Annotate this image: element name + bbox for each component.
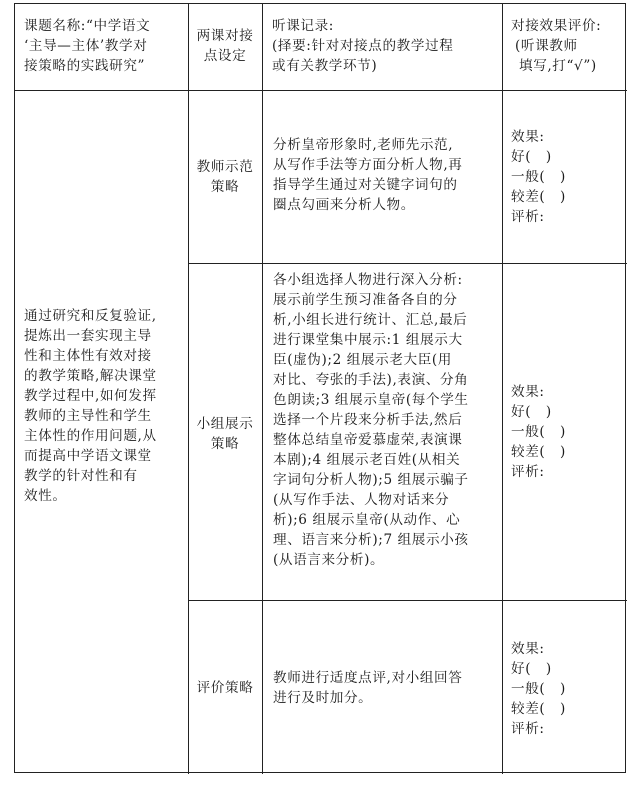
row-divider-1: [188, 263, 627, 264]
col-divider-3: [502, 4, 503, 774]
effect-good: 好( ): [511, 404, 552, 420]
record-group-show: [273, 270, 469, 570]
col-divider-1: [188, 4, 189, 774]
record-line: 圈点勾画来分析人物。: [273, 197, 415, 213]
topic-line: 课题名称:“中学语文: [24, 18, 151, 34]
record-line: 各小组选择人物进行深入分析:: [273, 272, 463, 288]
goal-line: 效性。: [24, 488, 67, 504]
research-goal: [24, 306, 157, 506]
effect-analysis: 评析:: [511, 209, 545, 225]
effect-teacher-demo: [511, 127, 566, 227]
goal-line: 性和主体性有效对接: [24, 348, 152, 364]
evaluation-header-line: 对接效果评价:: [511, 18, 602, 34]
record-line: 指导学生通过对关键字词句的: [273, 177, 458, 193]
record-header-line: 听课记录:: [272, 18, 334, 34]
effect-good: 好( ): [511, 661, 552, 677]
strategy-evaluation: [188, 678, 262, 698]
record-line: 进行及时加分。: [273, 690, 373, 706]
goal-line: 提炼出一套实现主导: [24, 328, 152, 344]
topic-line: 接策略的实践研究”: [24, 58, 146, 74]
record-line: 析);6 组展示皇帝(从动作、心: [273, 512, 461, 528]
effect-good: 好( ): [511, 149, 552, 165]
goal-line: 通过研究和反复验证,: [24, 308, 157, 324]
header-divider: [15, 90, 627, 91]
record-line: 理、语言来分析);7 组展示小孩: [273, 532, 469, 548]
effect-group-show: [511, 382, 566, 482]
strategy-group-show: [188, 414, 262, 454]
record-line: (从语言来分析)。: [273, 552, 385, 568]
docking-line: 点设定: [203, 48, 247, 64]
record-header-line: (择要:针对对接点的教学过程: [272, 38, 454, 54]
row-divider-2: [188, 600, 627, 601]
effect-label: 效果:: [511, 384, 545, 400]
evaluation-header: [511, 16, 601, 76]
record-header-line: 或有关教学环节): [272, 58, 378, 74]
record-line: 分析皇帝形象时,老师先示范,: [273, 137, 454, 153]
strategy-line: 评价策略: [196, 680, 254, 696]
record-line: 对比、夸张的手法),表演、分角: [273, 372, 469, 388]
topic-line: ‘主导—主体’教学对: [24, 38, 148, 54]
effect-evaluation: [511, 639, 566, 739]
goal-line: 主体性的作用问题,从: [24, 428, 157, 444]
goal-line: 教学的针对性和有: [24, 468, 138, 484]
record-line: 析,小组长进行统计、汇总,最后: [273, 312, 468, 328]
evaluation-header-line: 填写,打“√”): [519, 58, 597, 74]
col-divider-2: [262, 4, 263, 774]
effect-label: 效果:: [511, 641, 545, 657]
effect-average: 一般( ): [511, 424, 566, 440]
record-line: 教师进行适度点评,对小组回答: [273, 670, 463, 686]
effect-poor: 较差( ): [511, 189, 566, 205]
strategy-line: 策略: [210, 436, 240, 452]
record-line: 本剧);4 组展示老百姓(从相关: [273, 452, 461, 468]
strategy-line: 教师示范: [196, 159, 254, 175]
goal-line: 的教学策略,解决课堂: [24, 368, 157, 384]
effect-poor: 较差( ): [511, 444, 566, 460]
record-teacher-demo: [273, 135, 462, 215]
strategy-teacher-demo: [188, 157, 262, 197]
record-evaluation: [273, 668, 462, 708]
docking-line: 两课对接: [196, 28, 254, 44]
record-line: 色朗读;3 组展示皇帝(每个学生: [273, 392, 469, 408]
record-line: 进行课堂集中展示:1 组展示大: [273, 332, 463, 348]
record-line: (从写作手法、人物对话来分: [273, 492, 450, 508]
evaluation-header-line: (听课教师: [515, 38, 578, 54]
effect-analysis: 评析:: [511, 721, 545, 737]
docking-header: [188, 26, 262, 66]
record-line: 选择一个片段来分析手法,然后: [273, 412, 463, 428]
effect-poor: 较差( ): [511, 701, 566, 717]
record-line: 字词句分析人物);5 组展示骗子: [273, 472, 469, 488]
effect-label: 效果:: [511, 129, 545, 145]
goal-line: 而提高中学语文课堂: [24, 448, 152, 464]
strategy-line: 小组展示: [196, 416, 254, 432]
effect-analysis: 评析:: [511, 464, 545, 480]
effect-average: 一般( ): [511, 681, 566, 697]
goal-line: 教师的主导性和学生: [24, 408, 152, 424]
strategy-line: 策略: [210, 179, 240, 195]
record-line: 展示前学生预习准备各自的分: [273, 292, 458, 308]
record-line: 从写作手法等方面分析人物,再: [273, 157, 463, 173]
record-header: [272, 16, 453, 76]
record-line: 整体总结皇帝爱慕虚荣,表演课: [273, 432, 463, 448]
goal-line: 教学过程中,如何发挥: [24, 388, 157, 404]
record-line: 臣(虚伪);2 组展示老大臣(用: [273, 352, 452, 368]
topic-header: [24, 16, 150, 76]
evaluation-table: [14, 3, 626, 773]
effect-average: 一般( ): [511, 169, 566, 185]
